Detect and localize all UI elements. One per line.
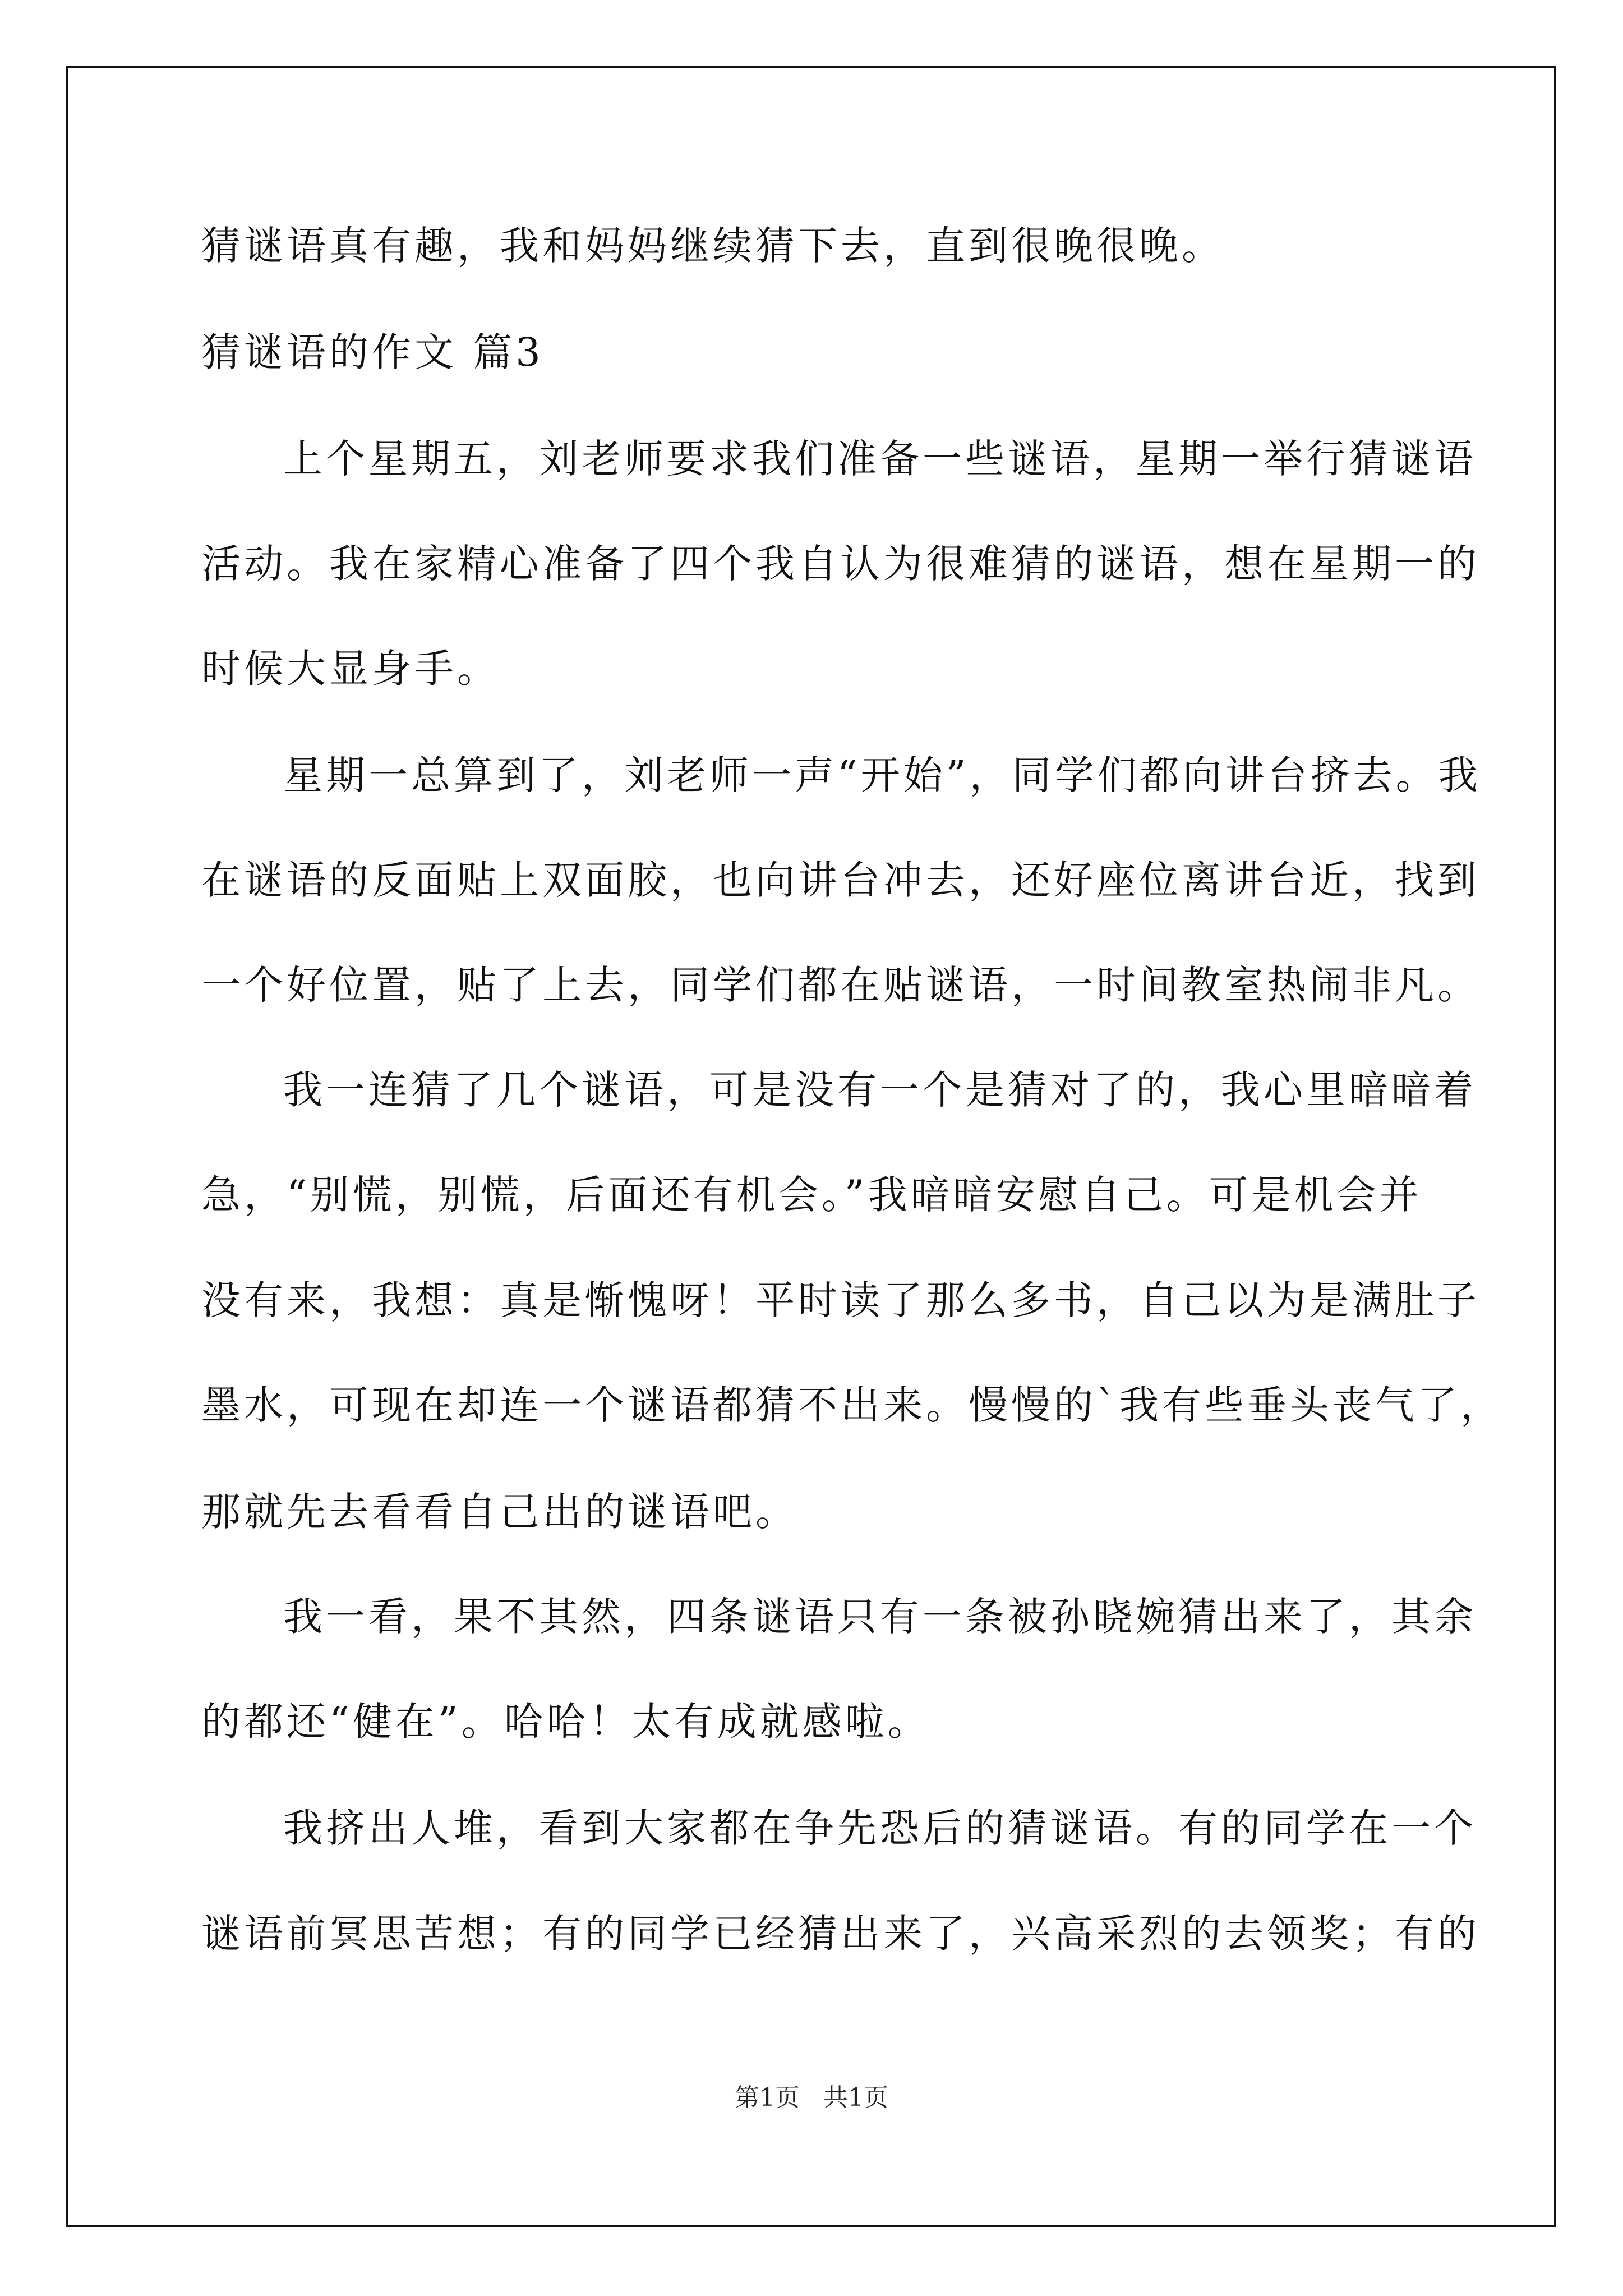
paragraph-line: 没有来，我想：真是惭愧呀！平时读了那么多书，自己以为是满肚子 xyxy=(201,1277,1480,1323)
paragraph-line: 时候大显身手。 xyxy=(201,646,500,692)
paragraph-line: 星期一总算到了，刘老师一声“开始”，同学们都向讲台挤去。我 xyxy=(283,752,1481,798)
paragraph-line: 上个星期五，刘老师要求我们准备一些谜语，星期一举行猜谜语 xyxy=(283,436,1477,482)
paragraph-line: 在谜语的反面贴上双面胶，也向讲台冲去，还好座位离讲台近，找到 xyxy=(201,857,1480,903)
paragraph-line: 我一连猜了几个谜语，可是没有一个是猜对了的，我心里暗暗着 xyxy=(283,1067,1477,1113)
paragraph-line: 我挤出人堆，看到大家都在争先恐后的猜谜语。有的同学在一个 xyxy=(283,1805,1477,1851)
paragraph-line: 急，“别慌，别慌，后面还有机会。”我暗暗安慰自己。可是机会并 xyxy=(201,1172,1422,1218)
paragraph-line: 一个好位置，贴了上去，同学们都在贴谜语，一时间教室热闹非凡。 xyxy=(201,962,1480,1008)
paragraph-line: 谜语前冥思苦想；有的同学已经猜出来了，兴高采烈的去领奖；有的 xyxy=(201,1911,1480,1957)
page-border xyxy=(66,66,1556,2227)
paragraph-line: 活动。我在家精心准备了四个我自认为很难猜的谜语，想在星期一的 xyxy=(201,541,1480,587)
page-number-footer: 第1页 共1页 xyxy=(735,2083,888,2112)
paragraph-line: 猜谜语真有趣，我和妈妈继续猜下去，直到很晚很晚。 xyxy=(201,223,1224,269)
paragraph-line: 的都还“健在”。哈哈！太有成就感啦。 xyxy=(201,1699,930,1745)
paragraph-line: 那就先去看看自己出的谜语吧。 xyxy=(201,1489,798,1535)
section-heading: 猜谜语的作文 篇3 xyxy=(201,329,544,375)
paragraph-line: 我一看，果不其然，四条谜语只有一条被孙晓婉猜出来了，其余 xyxy=(283,1594,1477,1640)
paragraph-line: 墨水，可现在却连一个谜语都猜不出来。慢慢的`我有些垂头丧气了， xyxy=(201,1382,1503,1428)
